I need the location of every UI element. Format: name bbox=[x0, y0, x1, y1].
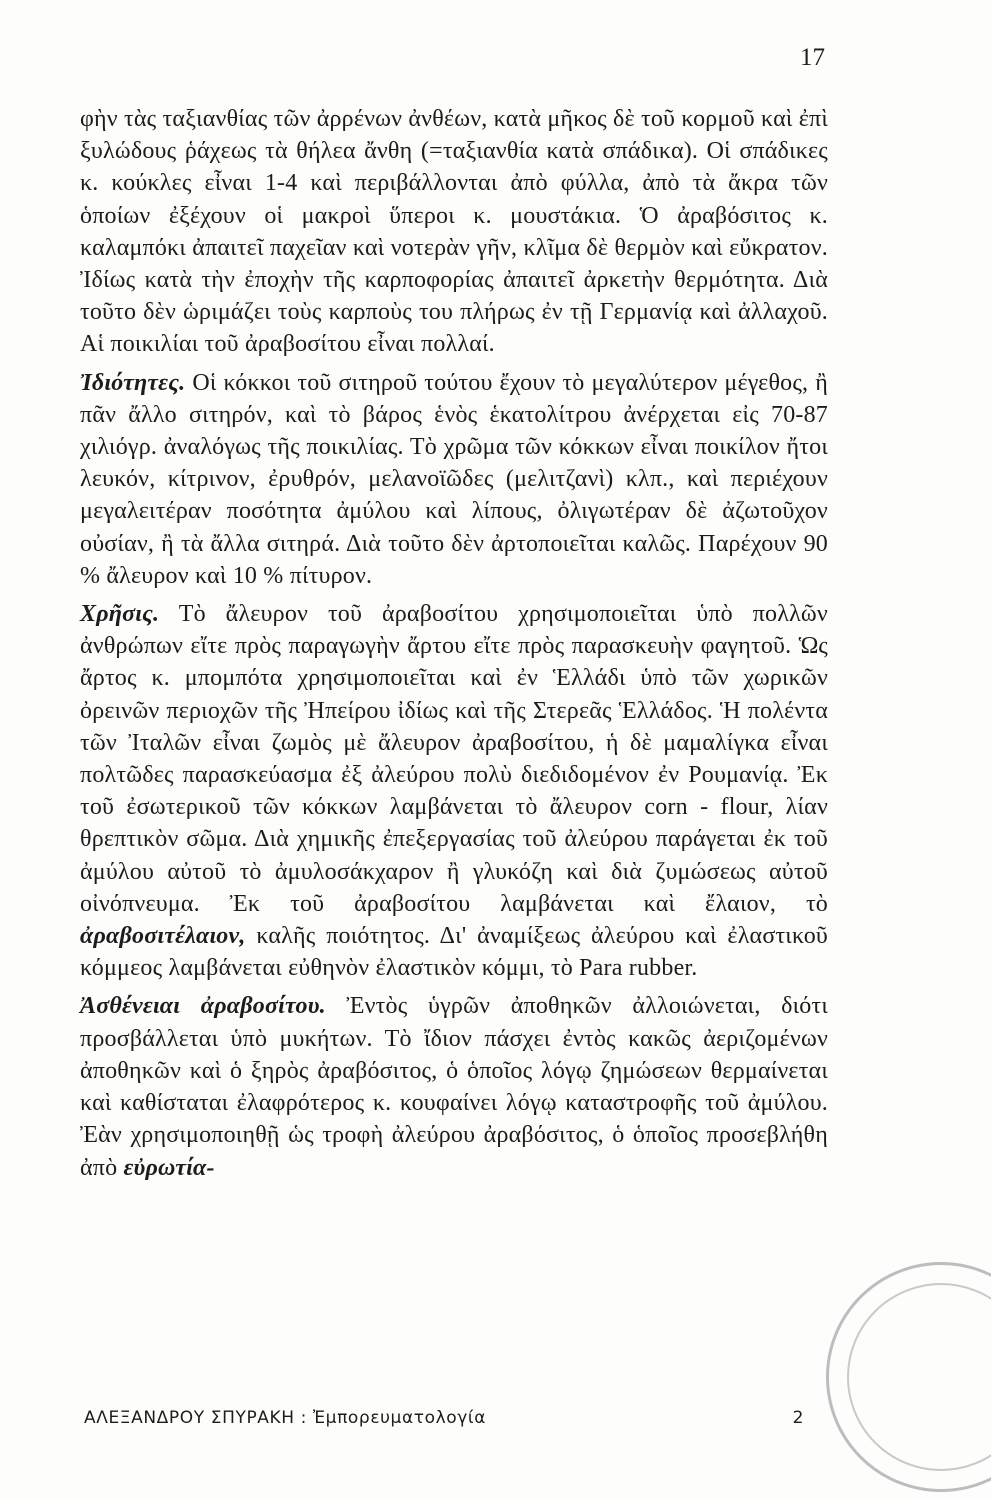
uses-text-after: καλῆς ποιότητος. Δι' ἀναμίξεως ἀλεύρου καὶ ἐλαστικοῦ κόμμεος λαμβάνεται εὐθηνὸν ἐλαστικὸν κόμμι, τὸ Para rubber. bbox=[80, 923, 829, 982]
library-stamp bbox=[826, 1262, 991, 1492]
diseases-text-before: Ἐντὸς ὑγρῶν ἀποθηκῶν ἀλλοιώνεται, διότι προσβάλλεται ὑπὸ μυκήτων. Τὸ ἴδιον πάσχει ἐντὸς κακῶς ἀεριζομένων ἀποθηκῶν καὶ ὁ ξηρὸς ἀραβόσιτος, ὁ ὁποῖος λόγῳ ζημώσεων θερμαίνεται καὶ καθίσταται ἐλαφρότερος κ. κουφαίνει λόγῳ καταστροφῆς τοῦ ἀμύλου. Ἐὰν χρησιμοποιηθῇ ὡς τροφὴ ἀλεύρου ἀραβόσιτος, ὁ ὁποῖος προσεβλήθη ἀπὸ bbox=[80, 993, 828, 1181]
uses-heading: Χρῆσις. bbox=[80, 601, 160, 628]
diseases-paragraph bbox=[80, 990, 828, 1183]
properties-text: Οἱ κόκκοι τοῦ σιτηροῦ τούτου ἔχουν τὸ μεγαλύτερον μέγεθος, ἢ πᾶν ἄλλο σιτηρόν, καὶ τὸ βάρος ἑνὸς ἑκατολίτρου ἀνέρχεται εἰς 70-87 χιλιόγρ. ἀναλόγως τῆς ποικιλίας. Τὸ χρῶμα τῶν κόκκων εἶναι ποικίλον ἤτοι λευκόν, κίτρινον, ἐρυθρόν, μελανοϊῶδες (μελιτζανὶ) κλπ., καὶ περιέχουν μεγαλειτέραν ποσότητα ἀμύλου καὶ λίπους, ὀλιγωτέραν δὲ ἀζωτοῦχον οὐσίαν, ἢ τὰ ἄλλα σιτηρά. Διὰ τοῦτο δὲν ἀρτοποιεῖται καλῶς. Παρέχουν 90 % ἄλευρον καὶ 10 % πίτυρον. bbox=[80, 369, 828, 589]
properties-paragraph bbox=[80, 367, 828, 592]
signature-mark: 2 bbox=[792, 1408, 804, 1428]
running-title: ΑΛΕΞΑΝΔΡΟΥ ΣΠΥΡΑΚΗ : Ἐμπορευματολογία bbox=[84, 1408, 487, 1428]
uses-paragraph bbox=[80, 598, 828, 984]
diseases-heading: Ἀσθένειαι ἀραβοσίτου. bbox=[80, 993, 326, 1020]
properties-heading: Ἰδιότητες. bbox=[80, 369, 186, 396]
page-number: 17 bbox=[800, 44, 825, 71]
diseases-emphasis: εὐρωτία- bbox=[123, 1154, 215, 1181]
uses-emphasis: ἀραβοσιτέλαιον, bbox=[80, 923, 246, 950]
page-footer bbox=[84, 1408, 804, 1428]
page-body bbox=[80, 103, 828, 1184]
intro-paragraph: φὴν τὰς ταξιανθίας τῶν ἀρρένων ἀνθέων, κατὰ μῆκος δὲ τοῦ κορμοῦ καὶ ἐπὶ ξυλώδους ῥάχεως τὰ θήλεα ἄνθη (=ταξιανθία κατὰ σπάδικα). Οἱ σπάδικες κ. κούκλες εἶναι 1-4 καὶ περιβάλλονται ἀπὸ φύλλα, ἀπὸ τὰ ἄκρα τῶν ὁποίων ἐξέχουν οἱ μακροὶ ὕπεροι κ. μουστάκια. Ὁ ἀραβόσιτος κ. καλαμπόκι ἀπαιτεῖ παχεῖαν καὶ νοτερὰν γῆν, κλῖμα δὲ θερμὸν καὶ εὔκρατον. Ἰδίως κατὰ τὴν ἐποχὴν τῆς καρποφορίας ἀπαιτεῖ ἀρκετὴν θερμότητα. Διὰ τοῦτο δὲν ὡριμάζει τοὺς καρποὺς του πλήρως ἐν τῇ Γερμανίᾳ καὶ ἀλλαχοῦ. Αἱ ποικιλίαι τοῦ ἀραβοσίτου εἶναι πολλαί. bbox=[80, 106, 828, 358]
uses-text-before: Τὸ ἄλευρον τοῦ ἀραβοσίτου χρησιμοποιεῖται ὑπὸ πολλῶν ἀνθρώπων εἴτε πρὸς παραγωγὴν ἄρτου εἴτε πρὸς παρασκευὴν φαγητοῦ. Ὡς ἄρτος κ. μπομπότα χρησιμοποιεῖται καὶ ἐν Ἑλλάδι ὑπὸ τῶν χωρικῶν ὀρεινῶν περιοχῶν τῆς Ἠπείρου ἰδίως καὶ τῆς Στερεᾶς Ἑλλάδος. Ἡ πολέντα τῶν Ἰταλῶν εἶναι ζωμὸς μὲ ἄλευρον ἀραβοσίτου, ἡ δὲ μαμαλίγκα εἶναι πολτῶδες παρασκεύασμα ἐξ ἀλεύρου πολὺ διεδιδομένον ἐν Ρουμανίᾳ. Ἐκ τοῦ ἐσωτερικοῦ τῶν κόκκων λαμβάνεται τὸ ἄλευρον corn - flour, λίαν θρεπτικὸν σῶμα. Διὰ χημικῆς ἐπεξεργασίας τοῦ ἀλεύρου παράγεται ἐκ τοῦ ἀμύλου αὐτοῦ τὸ ἀμυλοσάκχαρον ἢ γλυκόζη καὶ διὰ ζυμώσεως αὐτοῦ οἰνόπνευμα. Ἐκ τοῦ ἀραβοσίτου λαμβάνεται καὶ ἔλαιον, τὸ bbox=[80, 601, 828, 917]
